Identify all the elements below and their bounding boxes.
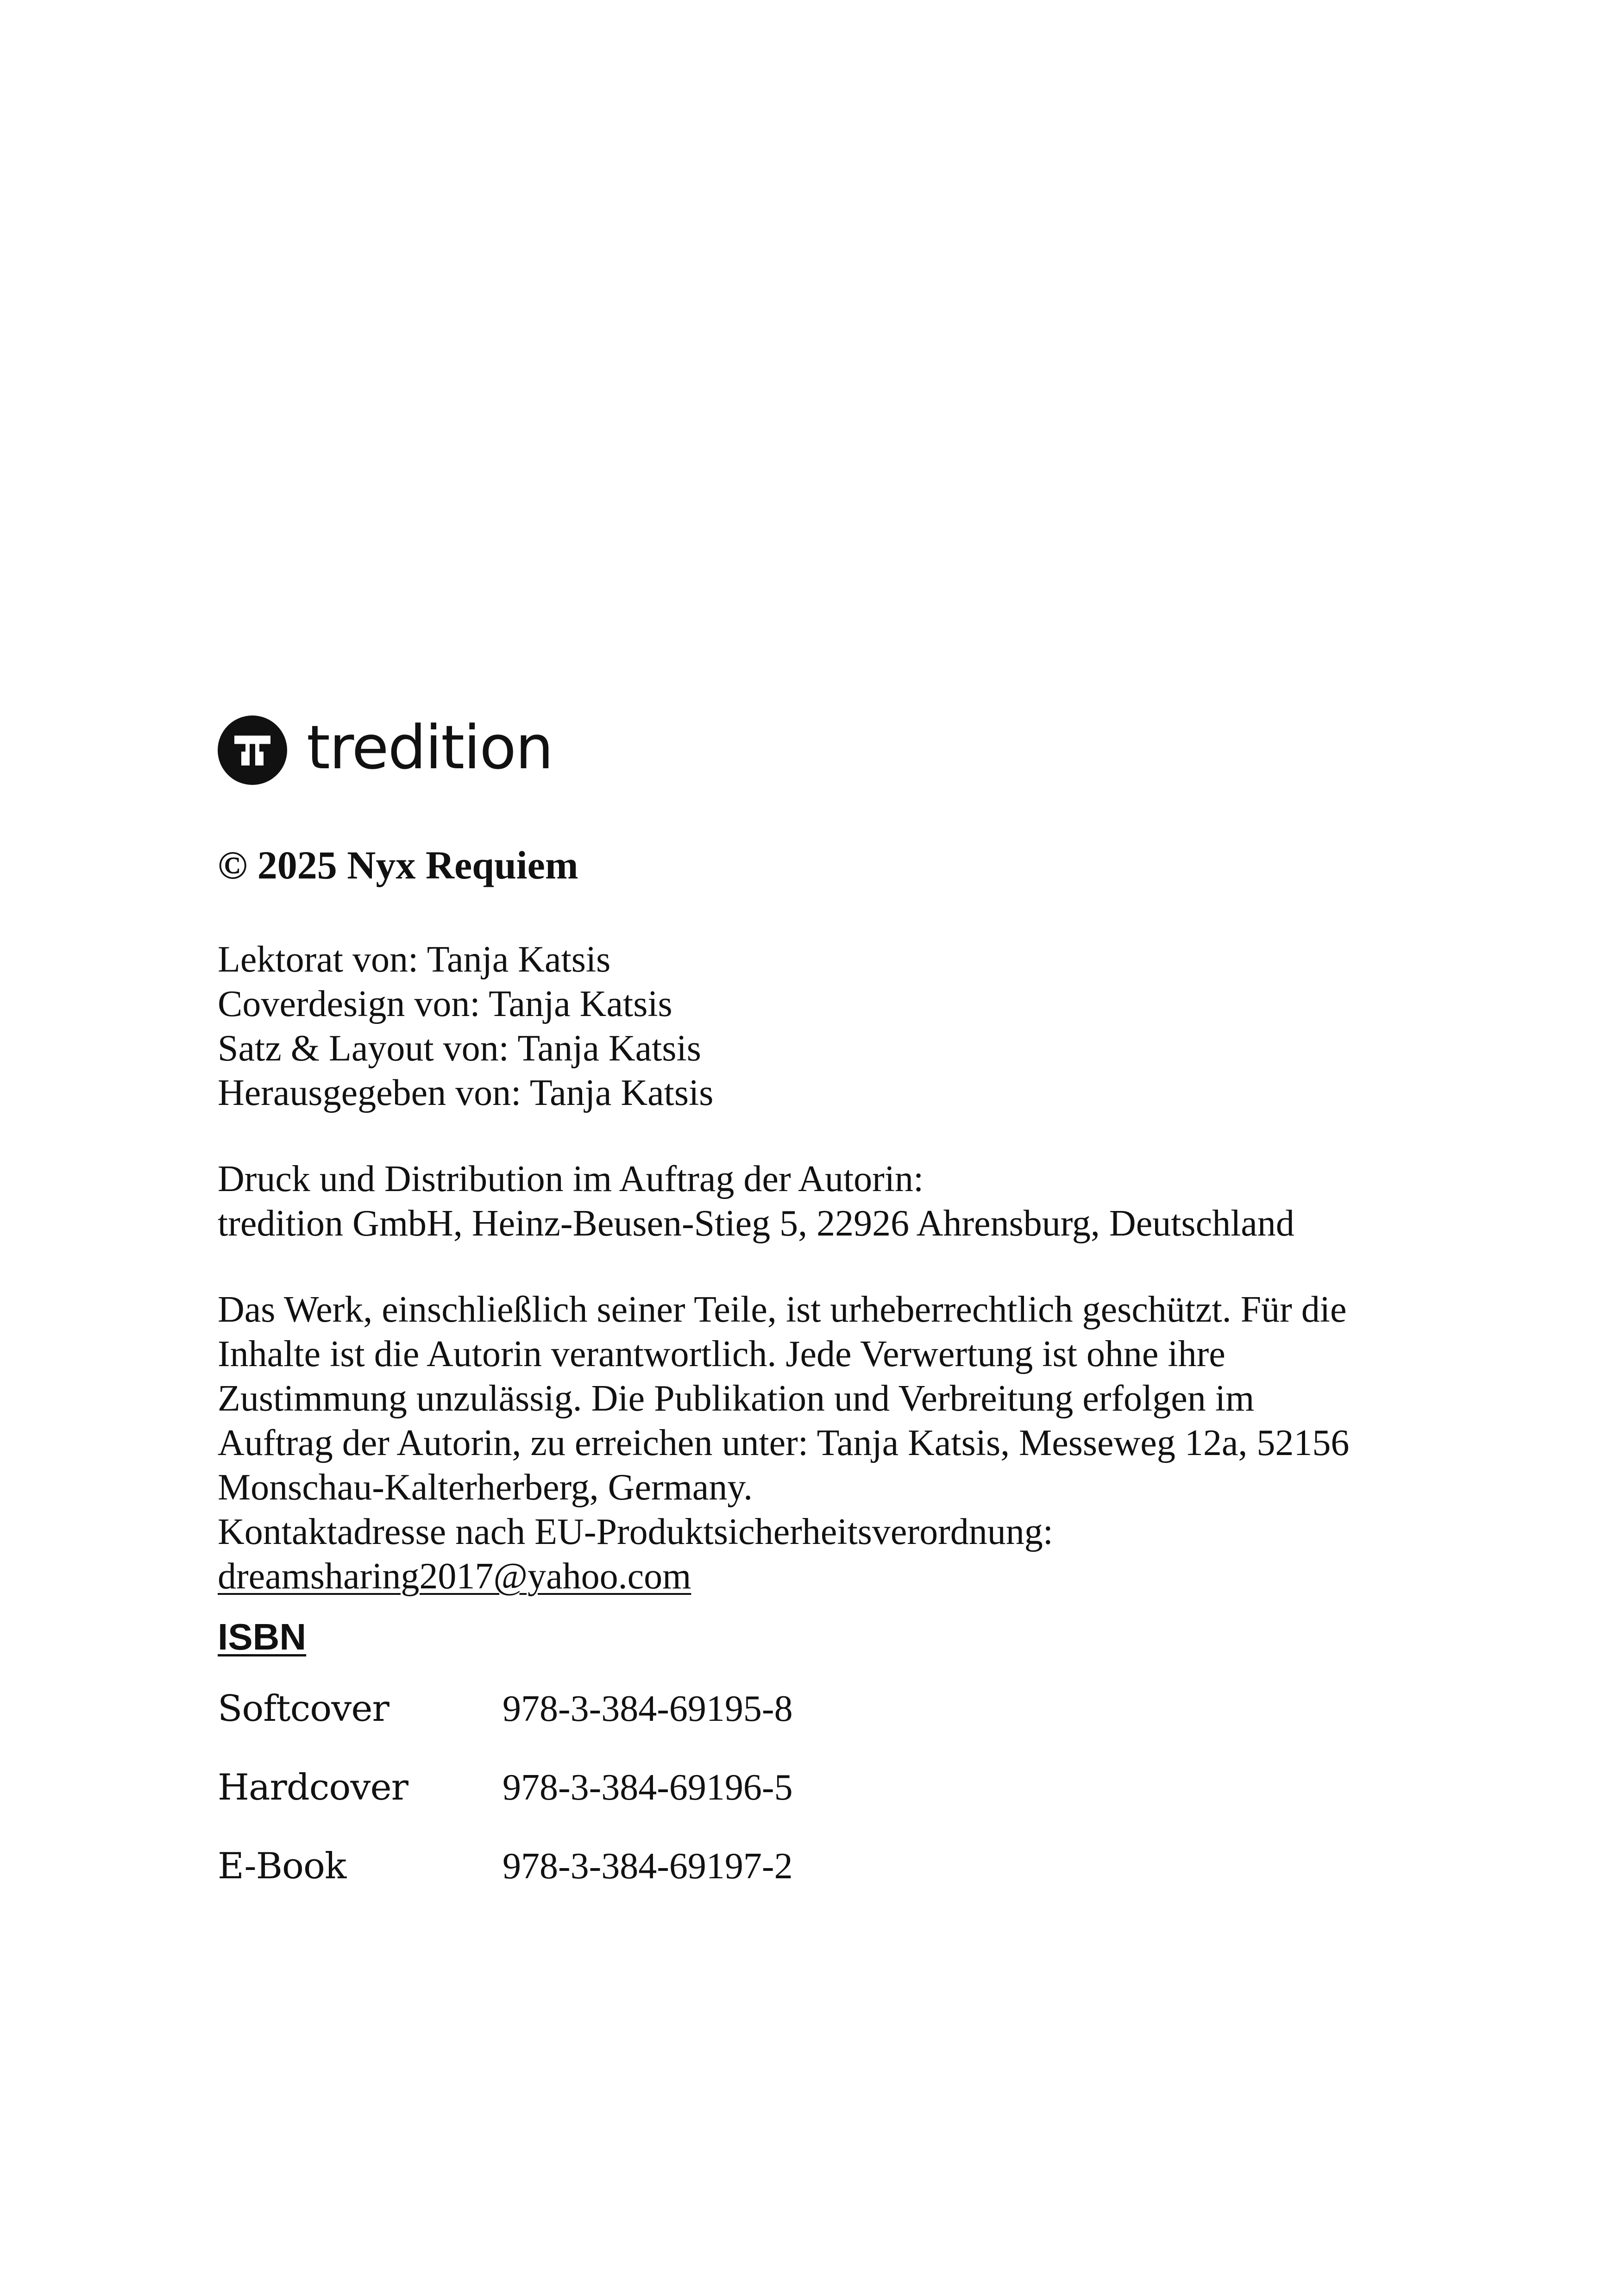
printing-block: [218, 1157, 1294, 1246]
credit-line: Satz & Layout von: Tanja Katsis: [218, 1028, 701, 1069]
isbn-number: 978-3-384-69196-5: [503, 1767, 793, 1808]
contact-email-line: [218, 1554, 1349, 1599]
legal-line: Monschau-Kalterherberg, Germany.: [218, 1467, 753, 1508]
legal-notice: [218, 1287, 1349, 1599]
printing-line: Druck und Distribution im Auftrag der Autorin:: [218, 1159, 924, 1199]
legal-line: Auftrag der Autorin, zu erreichen unter: Tanja Katsis, Messeweg 12a, 52156: [218, 1423, 1350, 1463]
publisher-name: tredition: [307, 712, 553, 783]
tredition-logo-icon: [218, 715, 287, 785]
printing-line: tredition GmbH, Heinz-Beusen-Stieg 5, 22926 Ahrensburg, Deutschland: [218, 1203, 1294, 1244]
contact-email-link[interactable]: dreamsharing2017@yahoo.com: [218, 1556, 691, 1597]
legal-line: Inhalte ist die Autorin verantwortlich. Jede Verwertung ist ohne ihre: [218, 1334, 1225, 1374]
credit-line: Lektorat von: Tanja Katsis: [218, 939, 611, 980]
credit-line: Coverdesign von: Tanja Katsis: [218, 984, 672, 1024]
isbn-format: Hardcover: [218, 1767, 408, 1808]
isbn-number: 978-3-384-69195-8: [503, 1688, 793, 1729]
isbn-row-ebook: [218, 1843, 912, 1889]
legal-line: Zustimmung unzulässig. Die Publikation und Verbreitung erfolgen im: [218, 1378, 1255, 1419]
isbn-row-softcover: [218, 1686, 912, 1732]
isbn-format: Softcover: [218, 1688, 389, 1730]
isbn-heading: ISBN: [218, 1616, 307, 1657]
isbn-number: 978-3-384-69197-2: [503, 1845, 793, 1887]
isbn-format: E-Book: [218, 1845, 346, 1887]
isbn-row-hardcover: [218, 1764, 912, 1811]
legal-line: Das Werk, einschließlich seiner Teile, ist urheberrechtlich geschützt. Für die: [218, 1289, 1347, 1330]
credit-line: Herausgegeben von: Tanja Katsis: [218, 1073, 714, 1113]
publisher-logo: [218, 713, 553, 787]
copyright-notice: © 2025 Nyx Requiem: [218, 843, 578, 887]
legal-line: Kontaktadresse nach EU-Produktsicherheitsverordnung:: [218, 1512, 1053, 1552]
credits-block: [218, 937, 713, 1115]
